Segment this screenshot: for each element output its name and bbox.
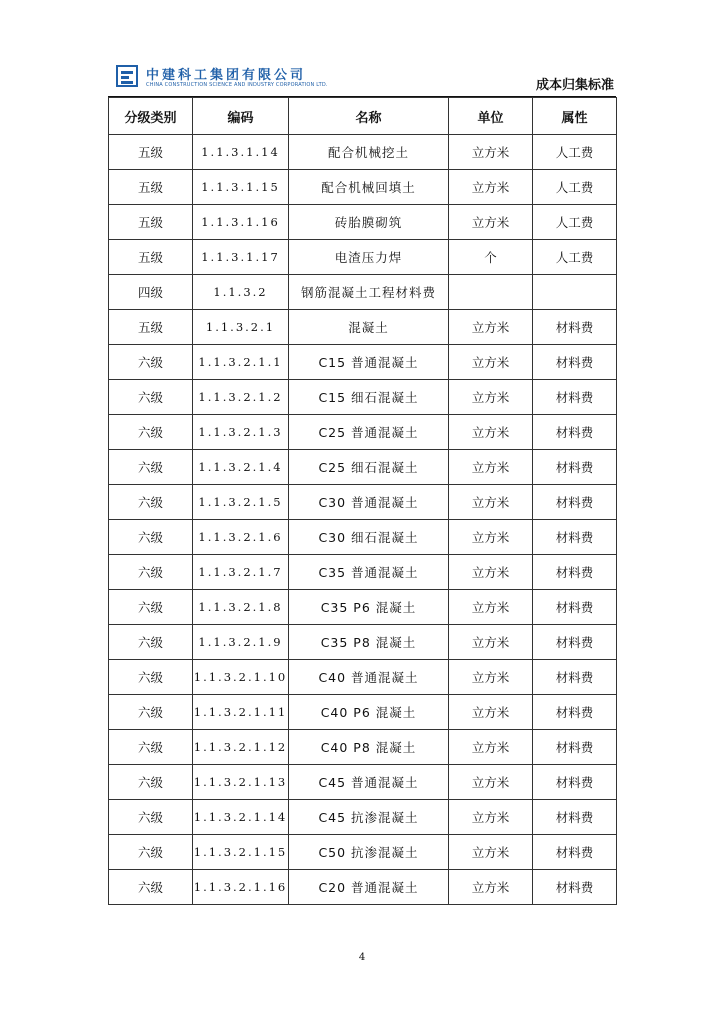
cell-unit: 立方米 bbox=[449, 520, 533, 555]
cell-attribute: 人工费 bbox=[533, 170, 617, 205]
cell-unit: 立方米 bbox=[449, 170, 533, 205]
table-row bbox=[109, 170, 617, 205]
cell-level: 六级 bbox=[109, 800, 193, 835]
page-header bbox=[108, 62, 616, 96]
cell-code: 1.1.3.2.1.9 bbox=[193, 625, 289, 660]
cell-name: C15 细石混凝土 bbox=[289, 380, 449, 415]
cell-attribute: 材料费 bbox=[533, 835, 617, 870]
cell-attribute: 材料费 bbox=[533, 870, 617, 905]
cell-attribute: 材料费 bbox=[533, 345, 617, 380]
cell-unit: 立方米 bbox=[449, 835, 533, 870]
cell-name: C35 P8 混凝土 bbox=[289, 625, 449, 660]
cell-level: 六级 bbox=[109, 625, 193, 660]
cell-attribute: 材料费 bbox=[533, 660, 617, 695]
table-row bbox=[109, 380, 617, 415]
cell-unit: 立方米 bbox=[449, 765, 533, 800]
table-row bbox=[109, 660, 617, 695]
table-row bbox=[109, 870, 617, 905]
cell-code: 1.1.3.1.16 bbox=[193, 205, 289, 240]
cell-attribute: 人工费 bbox=[533, 240, 617, 275]
cell-unit: 立方米 bbox=[449, 380, 533, 415]
cell-level: 六级 bbox=[109, 450, 193, 485]
cell-name: 混凝土 bbox=[289, 310, 449, 345]
cell-code: 1.1.3.1.15 bbox=[193, 170, 289, 205]
cell-name: 配合机械挖土 bbox=[289, 135, 449, 170]
cell-code: 1.1.3.2.1.12 bbox=[193, 730, 289, 765]
cell-level: 五级 bbox=[109, 240, 193, 275]
table-row bbox=[109, 625, 617, 660]
header-unit: 单位 bbox=[449, 98, 533, 135]
cell-code: 1.1.3.2.1 bbox=[193, 310, 289, 345]
cell-name: C15 普通混凝土 bbox=[289, 345, 449, 380]
cell-name: C30 细石混凝土 bbox=[289, 520, 449, 555]
cell-attribute bbox=[533, 275, 617, 310]
cell-unit: 立方米 bbox=[449, 485, 533, 520]
cell-attribute: 材料费 bbox=[533, 730, 617, 765]
cell-unit: 个 bbox=[449, 240, 533, 275]
cell-attribute: 材料费 bbox=[533, 555, 617, 590]
table-row bbox=[109, 835, 617, 870]
cell-code: 1.1.3.1.14 bbox=[193, 135, 289, 170]
table-row bbox=[109, 275, 617, 310]
cell-name: 电渣压力焊 bbox=[289, 240, 449, 275]
table-row bbox=[109, 730, 617, 765]
cell-name: C40 P6 混凝土 bbox=[289, 695, 449, 730]
cell-code: 1.1.3.2.1.2 bbox=[193, 380, 289, 415]
table-row bbox=[109, 310, 617, 345]
cell-name: C20 普通混凝土 bbox=[289, 870, 449, 905]
cell-name: C30 普通混凝土 bbox=[289, 485, 449, 520]
cell-attribute: 人工费 bbox=[533, 205, 617, 240]
cell-attribute: 材料费 bbox=[533, 625, 617, 660]
cell-code: 1.1.3.2 bbox=[193, 275, 289, 310]
cell-name: 砖胎膜砌筑 bbox=[289, 205, 449, 240]
table-row bbox=[109, 415, 617, 450]
cell-name: C25 普通混凝土 bbox=[289, 415, 449, 450]
cell-name: C40 P8 混凝土 bbox=[289, 730, 449, 765]
document-title: 成本归集标准 bbox=[535, 78, 614, 93]
cell-level: 六级 bbox=[109, 555, 193, 590]
cell-code: 1.1.3.2.1.8 bbox=[193, 590, 289, 625]
page-number: 4 bbox=[358, 952, 366, 963]
cell-level: 五级 bbox=[109, 170, 193, 205]
cell-level: 六级 bbox=[109, 590, 193, 625]
table-row bbox=[109, 485, 617, 520]
cell-code: 1.1.3.2.1.15 bbox=[193, 835, 289, 870]
cell-attribute: 材料费 bbox=[533, 520, 617, 555]
cell-level: 五级 bbox=[109, 310, 193, 345]
cell-code: 1.1.3.2.1.10 bbox=[193, 660, 289, 695]
company-logo-icon bbox=[116, 65, 138, 87]
table-row bbox=[109, 765, 617, 800]
cell-code: 1.1.3.2.1.3 bbox=[193, 415, 289, 450]
table-row bbox=[109, 590, 617, 625]
cell-code: 1.1.3.2.1.13 bbox=[193, 765, 289, 800]
cell-name: C45 普通混凝土 bbox=[289, 765, 449, 800]
cell-unit: 立方米 bbox=[449, 345, 533, 380]
cell-name: C45 抗渗混凝土 bbox=[289, 800, 449, 835]
cell-code: 1.1.3.2.1.6 bbox=[193, 520, 289, 555]
cell-level: 六级 bbox=[109, 660, 193, 695]
table-header-row bbox=[109, 98, 617, 135]
company-name-en: CHINA CONSTRUCTION SCIENCE AND INDUSTRY CORPORATION LTD. bbox=[146, 82, 328, 88]
table-row bbox=[109, 450, 617, 485]
cell-attribute: 材料费 bbox=[533, 800, 617, 835]
header-level: 分级类别 bbox=[109, 98, 193, 135]
cell-level: 六级 bbox=[109, 345, 193, 380]
cell-level: 六级 bbox=[109, 415, 193, 450]
cell-attribute: 材料费 bbox=[533, 695, 617, 730]
cell-attribute: 材料费 bbox=[533, 765, 617, 800]
cell-level: 六级 bbox=[109, 730, 193, 765]
cell-attribute: 人工费 bbox=[533, 135, 617, 170]
cell-level: 六级 bbox=[109, 695, 193, 730]
table-row bbox=[109, 345, 617, 380]
cell-unit: 立方米 bbox=[449, 660, 533, 695]
cell-attribute: 材料费 bbox=[533, 380, 617, 415]
cell-unit bbox=[449, 275, 533, 310]
table-row bbox=[109, 205, 617, 240]
cell-name: C40 普通混凝土 bbox=[289, 660, 449, 695]
cell-code: 1.1.3.2.1.1 bbox=[193, 345, 289, 380]
company-name-cn: 中建科工集团有限公司 bbox=[146, 68, 307, 83]
header-name: 名称 bbox=[289, 98, 449, 135]
cost-standard-table bbox=[108, 97, 617, 905]
cell-unit: 立方米 bbox=[449, 555, 533, 590]
table-row bbox=[109, 240, 617, 275]
cell-name: C35 普通混凝土 bbox=[289, 555, 449, 590]
cell-level: 五级 bbox=[109, 205, 193, 240]
cell-unit: 立方米 bbox=[449, 450, 533, 485]
cell-unit: 立方米 bbox=[449, 415, 533, 450]
cell-attribute: 材料费 bbox=[533, 450, 617, 485]
cell-name: C35 P6 混凝土 bbox=[289, 590, 449, 625]
cell-level: 六级 bbox=[109, 835, 193, 870]
cell-level: 六级 bbox=[109, 485, 193, 520]
cell-name: C50 抗渗混凝土 bbox=[289, 835, 449, 870]
cell-unit: 立方米 bbox=[449, 870, 533, 905]
cell-unit: 立方米 bbox=[449, 625, 533, 660]
cell-level: 六级 bbox=[109, 765, 193, 800]
cell-name: 钢筋混凝土工程材料费 bbox=[289, 275, 449, 310]
cell-attribute: 材料费 bbox=[533, 415, 617, 450]
cell-attribute: 材料费 bbox=[533, 310, 617, 345]
table-row bbox=[109, 800, 617, 835]
cell-attribute: 材料费 bbox=[533, 485, 617, 520]
cell-code: 1.1.3.2.1.7 bbox=[193, 555, 289, 590]
cell-code: 1.1.3.2.1.16 bbox=[193, 870, 289, 905]
cell-name: 配合机械回填土 bbox=[289, 170, 449, 205]
cell-level: 五级 bbox=[109, 135, 193, 170]
cell-attribute: 材料费 bbox=[533, 590, 617, 625]
cell-unit: 立方米 bbox=[449, 800, 533, 835]
cell-unit: 立方米 bbox=[449, 310, 533, 345]
cell-code: 1.1.3.2.1.11 bbox=[193, 695, 289, 730]
cell-level: 六级 bbox=[109, 870, 193, 905]
cell-code: 1.1.3.2.1.14 bbox=[193, 800, 289, 835]
table-row bbox=[109, 555, 617, 590]
cell-unit: 立方米 bbox=[449, 135, 533, 170]
cell-unit: 立方米 bbox=[449, 590, 533, 625]
cell-unit: 立方米 bbox=[449, 730, 533, 765]
cell-code: 1.1.3.1.17 bbox=[193, 240, 289, 275]
cell-name: C25 细石混凝土 bbox=[289, 450, 449, 485]
cell-unit: 立方米 bbox=[449, 205, 533, 240]
table-row bbox=[109, 520, 617, 555]
cell-level: 四级 bbox=[109, 275, 193, 310]
cell-code: 1.1.3.2.1.5 bbox=[193, 485, 289, 520]
table-row bbox=[109, 695, 617, 730]
header-attribute: 属性 bbox=[533, 98, 617, 135]
table-row bbox=[109, 135, 617, 170]
cell-code: 1.1.3.2.1.4 bbox=[193, 450, 289, 485]
cell-level: 六级 bbox=[109, 520, 193, 555]
header-code: 编码 bbox=[193, 98, 289, 135]
cell-unit: 立方米 bbox=[449, 695, 533, 730]
cell-level: 六级 bbox=[109, 380, 193, 415]
